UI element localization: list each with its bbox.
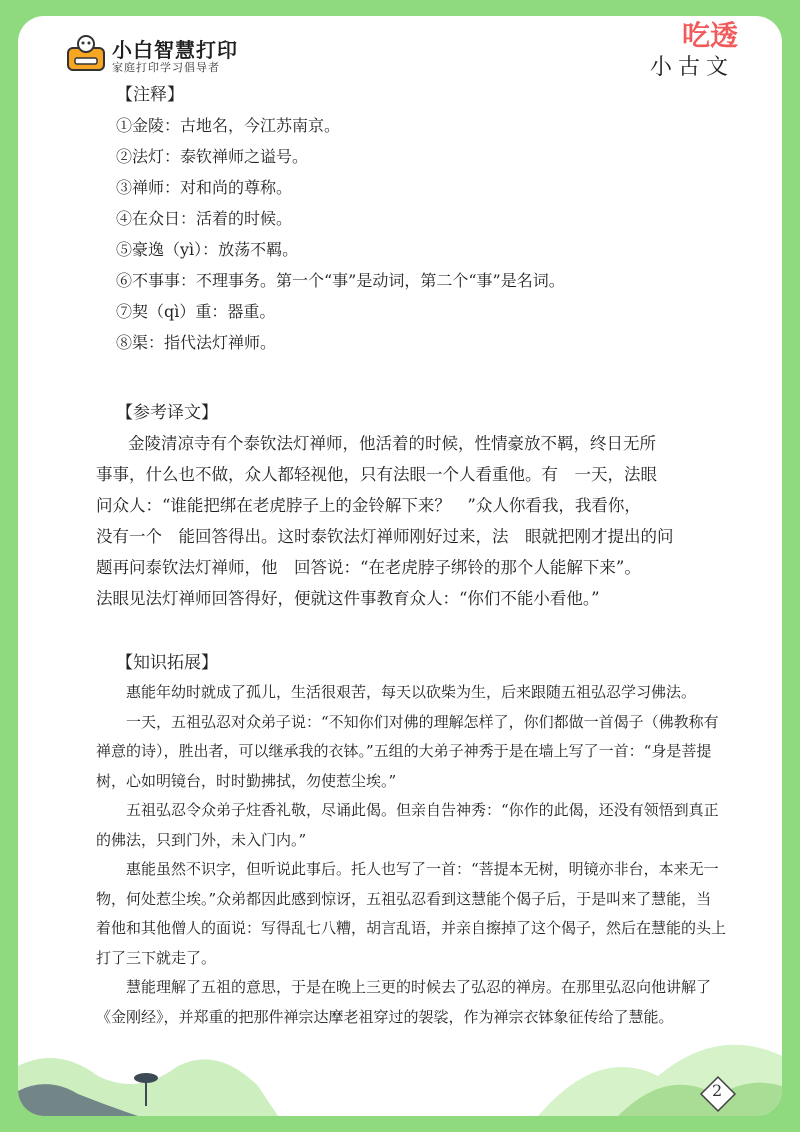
note-item: ①金陵：古地名，今江苏南京。 bbox=[116, 116, 341, 135]
printer-mascot-icon bbox=[66, 34, 106, 72]
translation-heading: 【参考译文】 bbox=[116, 403, 218, 423]
note-item: ③禅师：对和尚的尊称。 bbox=[116, 178, 293, 197]
brand-slogan: 家庭打印学习倡导者 bbox=[112, 61, 220, 74]
note-item: ④在众日：活着的时候。 bbox=[116, 209, 293, 228]
content bbox=[96, 80, 727, 1032]
notes-heading: 【注释】 bbox=[116, 85, 184, 105]
brand-name: 小白智慧打印 bbox=[112, 38, 238, 62]
note-item: ⑦契（qì）重：器重。 bbox=[116, 302, 276, 321]
note-item: ⑧渠：指代法灯禅师。 bbox=[116, 333, 277, 352]
right-stripes-decoration bbox=[772, 806, 782, 896]
translation-line: 题再问泰钦法灯禅师，他 回答说：“在老虎脖子绑铃的那个人能解下来”。 bbox=[96, 558, 641, 577]
series-title-top: 吃透 bbox=[681, 19, 738, 52]
translation-line: 金陵清凉寺有个泰钦法灯禅师，他活着的时候，性情豪放不羁，终日无所 bbox=[128, 434, 656, 453]
note-item: ⑥不事事：不理事务。第一个“事”是动词，第二个“事”是名词。 bbox=[116, 271, 565, 290]
series-title-bottom: 小古文 bbox=[649, 55, 734, 80]
translation-body bbox=[96, 428, 736, 614]
left-stripes-decoration bbox=[18, 226, 28, 316]
knowledge-paragraph: 一天，五祖弘忍对众弟子说：“不知你们对佛的理解怎样了，你们都做一首偈子（佛教称有禅意的诗），胜出者，可以继承我的衣钵。”五组的大弟子神秀于是在墙上写了一首：“身是菩提树，心如明镜台，时时勤拂拭，勿使惹尘埃。” bbox=[96, 712, 719, 790]
translation-line: 问众人：“谁能把绑在老虎脖子上的金铃解下来？ ”众人你看我，我看你， bbox=[96, 496, 641, 515]
knowledge-paragraph: 慧能理解了五祖的意思，于是在晚上三更的时候去了弘忍的禅房。在那里弘忍向他讲解了《金刚经》，并郑重的把那件禅宗达摩老祖穿过的袈裟，作为禅宗衣钵象征传给了慧能。 bbox=[96, 978, 712, 1026]
page-number: 2 bbox=[712, 1081, 723, 1100]
knowledge-paragraph: 惠能虽然不识字，但听说此事后。托人也写了一首：“菩提本无树，明镜亦非台，本来无一物，何处惹尘埃。”众弟都因此感到惊讶，五祖弘忍看到这慧能个偈子后，于是叫来了慧能，当着他和其他僧人的面说：写得乱七八糟，胡言乱语，并亲自擦掉了这个偈子，然后在慧能的头上打了三下就走了。 bbox=[96, 860, 727, 967]
brand-logo bbox=[66, 30, 286, 76]
note-item: ②法灯：泰钦禅师之谥号。 bbox=[116, 147, 309, 166]
translation-line: 没有一个 能回答得出。这时泰钦法灯禅师刚好过来，法 眼就把刚才提出的问 bbox=[96, 527, 674, 546]
translation-line: 法眼见法灯禅师回答得好，便就这件事教育众人：“你们不能小看他。” bbox=[96, 589, 600, 608]
note-item: ⑤豪逸（yì）：放荡不羁。 bbox=[116, 240, 299, 259]
knowledge-heading: 【知识拓展】 bbox=[116, 653, 218, 673]
knowledge-body bbox=[96, 678, 726, 1032]
knowledge-paragraph: 五祖弘忍令众弟子炷香礼敬，尽诵此偈。但亲自告神秀：“你作的此偈，还没有领悟到真正的佛法，只到门外，未入门内。” bbox=[96, 801, 719, 849]
translation-line: 事事，什么也不做，众人都轻视他，只有法眼一个人看重他。有 一天，法眼 bbox=[96, 465, 657, 484]
series-title bbox=[610, 14, 760, 80]
notes-list bbox=[116, 110, 726, 358]
knowledge-paragraph: 惠能年幼时就成了孤儿，生活很艰苦，每天以砍柴为生，后来跟随五祖弘忍学习佛法。 bbox=[126, 683, 697, 701]
